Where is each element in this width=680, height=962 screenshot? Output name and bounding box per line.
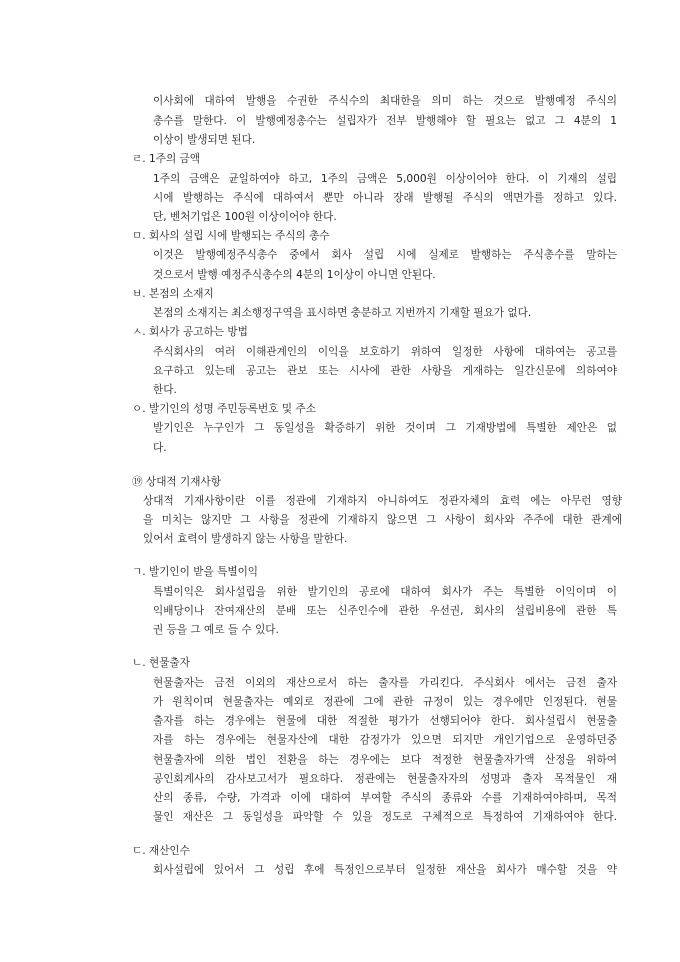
text-line: 한다. [153, 384, 177, 396]
list-heading: ㅁ. 회사의 설립 시에 발행되는 주식의 총수 [132, 230, 330, 242]
list-heading: ㄴ. 현물출자 [132, 657, 190, 669]
text-line: 다. [153, 442, 167, 454]
text-line: 현물출자는 금전 이외의 재산으로서 하는 출자를 가리킨다. 주식회사 에서는 금전 출자 [153, 677, 617, 689]
text-line: 이것은 발행예정주식총수 중에서 회사 설립 시에 실제로 발행하는 주식총수를 말하는 [153, 249, 617, 261]
text-line: 공인회계사의 감사보고서가 필요하다. 정관에는 현물출자자의 성명과 출자 목적물인 재 [153, 773, 617, 785]
text-line: 특별이익은 회사설립을 위한 발기인의 공로에 대하여 회사가 주는 특별한 이익이며 이 [153, 586, 617, 598]
text-line: 출자를 하는 경우에는 현물에 대한 적절한 평가가 선행되어야 한다. 회사설립시 현물출 [153, 715, 617, 727]
text-line: 것으로서 발행 예정주식총수의 4분의 1이상이 아니면 안된다. [153, 269, 436, 281]
text-line: 시에 발행하는 주식에 대하여서 뿐만 아니라 장래 발행될 주식의 액면가를 정하고 있다. [153, 192, 617, 204]
text-line: 가 원칙이며 현물출자는 예외로 정관에 그에 관한 규정이 있는 경우에만 인정된다. 현물 [153, 696, 617, 708]
text-line: 발기인은 누구인가 그 동일성을 확증하기 위한 것이며 그 기재방법에 특별한 제안은 없 [153, 422, 617, 434]
section-heading: ⑲ 상대적 기재사항 [132, 476, 221, 488]
text-line: 주식회사의 여러 이해관계인의 이익을 보호하기 위하여 일정한 사항에 대하여는 공고를 [153, 346, 617, 358]
text-line: 자를 하는 경우에는 현물자산에 대한 감정가가 있으면 되지만 개인기업으로 운영하던중 [153, 734, 617, 746]
text-line: 익배당이나 잔여재산의 분배 또는 신주인수에 관한 우선권, 회사의 설립비용에 관한 특 [153, 605, 617, 617]
list-heading: ㄹ. 1주의 금액 [132, 153, 201, 165]
text-line: 있어서 효력이 발생하지 않는 사항을 말한다. [143, 533, 348, 545]
list-heading: ㅇ. 발기인의 성명 주민등록번호 및 주소 [132, 403, 316, 415]
text-line: 을 미치는 않지만 그 사항을 정관에 기재하지 않으면 그 사항이 회사와 주주에 대한 관계에 [143, 514, 622, 526]
text-line: 단, 벤처기업은 100원 이상이어야 한다. [153, 211, 337, 223]
text-line: 권 등을 그 예로 들 수 있다. [153, 624, 279, 636]
text-line: 요구하고 있는데 공고는 관보 또는 시사에 관한 사항을 게재하는 일간신문에 의하여야 [153, 365, 617, 377]
text-line: 상대적 기재사항이란 이를 정관에 기재하지 아니하여도 정관자체의 효력 에는 아무런 영향 [143, 495, 622, 507]
text-line: 물인 재산은 그 동일성을 파악할 수 있을 정도로 구체적으로 특정하여 기재하여야 한다. [153, 811, 617, 823]
list-heading: ㄷ. 재산인수 [132, 845, 190, 857]
text-line: 회사설립에 있어서 그 성립 후에 특정인으로부터 일정한 재산을 회사가 매수할 것을 약 [153, 864, 617, 876]
text-line: 이상이 발생되면 된다. [153, 134, 256, 146]
text-line: 이사회에 대하여 발행을 수권한 주식수의 최대한을 의미 하는 것으로 발행예정 주식의 [153, 95, 617, 107]
text-line: 산의 종류, 수량, 가격과 이에 대하여 부여할 주식의 종류와 수를 기재하여야하며, 목적 [153, 792, 617, 804]
text-line: 1주의 금액은 균일하여야 하고, 1주의 금액은 5,000원 이상이어야 한다. 이 기재의 설립 [153, 173, 617, 185]
text-line: 총수를 말한다. 이 발행예정총수는 설립자가 전부 발행해야 할 필요는 없고 그 4분의 1 [153, 115, 617, 127]
text-line: 현물출자에 의한 법인 전환을 하는 경우에는 보다 적정한 현물출자가액 산정을 위하여 [153, 754, 617, 766]
list-heading: ㄱ. 발기인이 받을 특별이익 [132, 566, 259, 578]
text-line: 본점의 소재지는 최소행정구역을 표시하면 충분하고 지번까지 기재할 필요가 없다. [153, 307, 532, 319]
list-heading: ㅂ. 본점의 소재지 [132, 288, 214, 300]
list-heading: ㅅ. 회사가 공고하는 방법 [132, 326, 248, 338]
